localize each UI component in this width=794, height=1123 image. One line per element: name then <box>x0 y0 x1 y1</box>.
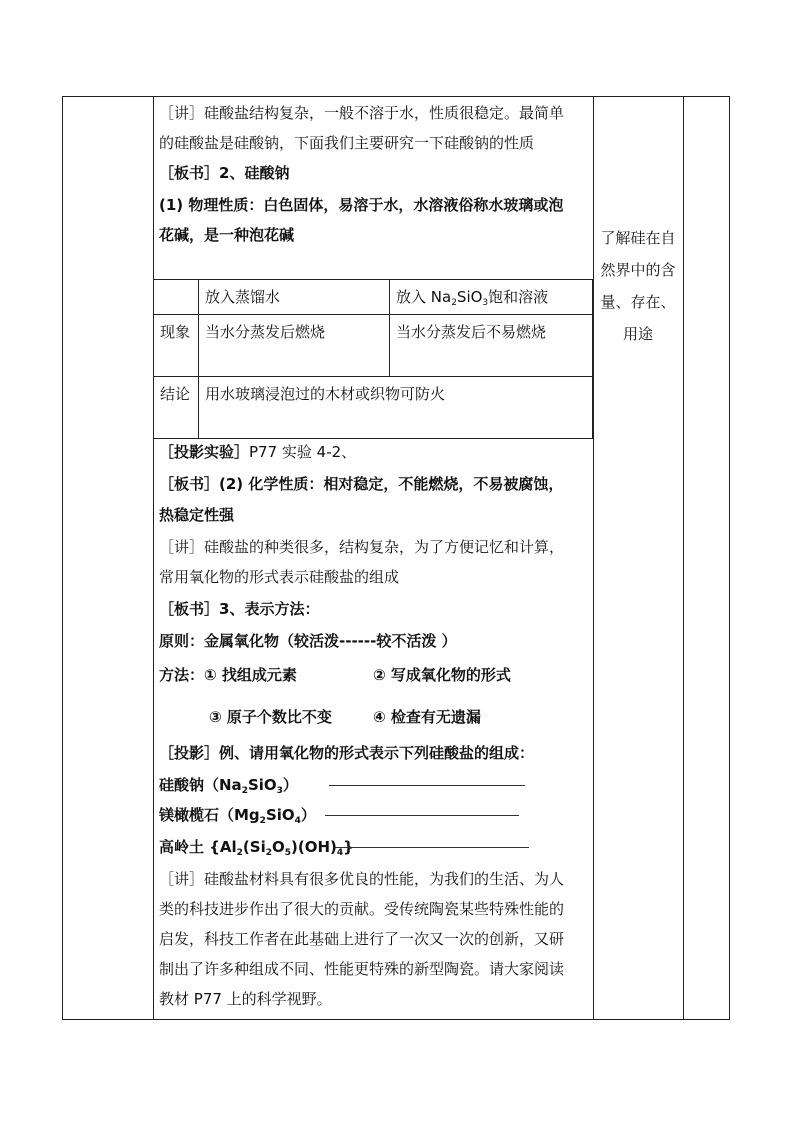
answer-blank <box>325 815 519 816</box>
board-heading: ［板书］2、硅酸钠 <box>159 164 290 182</box>
table-corner-cell <box>154 280 199 315</box>
phenomenon-sodium-silicate: 当水分蒸发后不易燃烧 <box>390 315 593 377</box>
column-divider <box>683 96 684 1020</box>
answer-blank <box>329 785 525 786</box>
example-kaolin: 高岭土 $\{Al_2(Si_2O_5)(OH)_4\}$ <box>159 832 589 862</box>
column-divider <box>593 96 594 1020</box>
text-line: 的硅酸盐是硅酸钠，下面我们主要研究一下硅酸钠的性质 <box>159 134 535 152</box>
text-line: ［讲］硅酸盐材料具有很多优良的性能，为我们的生活、为人 <box>159 870 565 888</box>
text-line: 启发，科技工作者在此基础上进行了一次又一次的创新，又研 <box>159 930 565 948</box>
physical-property: (1) 物理性质：白色固体，易溶于水，水溶液俗称水玻璃或泡 <box>159 196 564 214</box>
projection-experiment: ［投影实验］P77 实验 4-2、 <box>159 443 357 461</box>
answer-blank <box>335 847 529 848</box>
experiment-table <box>153 279 593 439</box>
conclusion-text: 用水玻璃浸泡过的木材或织物可防火 <box>199 377 593 439</box>
chemical-property: ［板书］(2) 化学性质：相对稳定，不能燃烧，不易被腐蚀， <box>159 475 564 493</box>
teaching-content-cell: ［讲］硅酸盐结构复杂，一般不溶于水，性质很稳定。最简单 的硅酸盐是硅酸钠，下面我们主要研究一下硅酸钠的性质 ［板书］2、硅酸钠 (1) 物理性质：白色固体，易溶于水，水溶液俗称水玻璃或泡 花碱，是一种泡花碱 放入蒸馏水 放入 $Na_2SiO_3$饱和溶液 现象 当水分蒸发后燃烧 当水分蒸发后不易燃烧 结论 用水玻璃浸泡过的木材或织物可防火 ［投影实验］P77 实验 4-2、 ［板书］(2) 化学性质：相对稳定，不能燃烧，不易被腐蚀， 热稳定性强 ［讲］硅酸盐的种类很多，结构复杂，为了方便记忆和计算， 常用氧化物的形式表示硅酸盐的组成 ［板书］3、表示方法： 原则：金属氧化物（较活泼------较不活泼 ） 方法：① 找组成元素 ② 写成氧化物的形式 ③ 原子个数比不变 ④ 检查有无遗漏 ［投影］例、请用氧化物的形式表示下列硅酸盐的组成： 硅酸钠$(Na_2SiO_3)$ 镁橄榄石$(Mg_2SiO_4)$ 高岭土 $\{Al_2(Si_2O_5)(OH)_4\}$ ［讲］硅酸盐材料具有很多优良的性能，为我们的生活、为人 类的科技进步作出了很大的贡献。受传统陶瓷某些特殊性能的 启发，科技工作者在此基础上进行了一次又一次的创新，又研 制出了许多种组成不同、性能更特殊的新型陶瓷。请大家阅读 教材 P77 上的科学视野。 <box>153 96 593 1020</box>
row-label-conclusion: 结论 <box>154 377 199 439</box>
method-line: 方法：① 找组成元素 ② 写成氧化物的形式 <box>159 666 511 684</box>
text-line: ［讲］硅酸盐的种类很多，结构复杂，为了方便记忆和计算， <box>159 538 565 556</box>
text-line: 常用氧化物的形式表示硅酸盐的组成 <box>159 568 400 586</box>
board-heading: ［板书］3、表示方法： <box>159 600 320 618</box>
objective-note: 了解硅在自然界中的含量、存在、用途 <box>600 229 676 343</box>
table-header-sodium-silicate: 放入 $Na_2SiO_3$饱和溶液 <box>390 280 593 315</box>
example-sodium-silicate: 硅酸钠$(Na_2SiO_3)$ <box>159 770 589 800</box>
row-label-phenomenon: 现象 <box>154 315 199 377</box>
physical-property-cont: 花碱，是一种泡花碱 <box>159 226 295 244</box>
phenomenon-water: 当水分蒸发后燃烧 <box>199 315 390 377</box>
text-line: 教材 P77 上的科学视野。 <box>159 990 332 1008</box>
example-forsterite: 镁橄榄石$(Mg_2SiO_4)$ <box>159 800 589 830</box>
text-line: 类的科技进步作出了很大的贡献。受传统陶瓷某些特殊性能的 <box>159 900 565 918</box>
text-line: ［讲］硅酸盐结构复杂，一般不溶于水，性质很稳定。最简单 <box>159 104 565 122</box>
table-header-distilled-water: 放入蒸馏水 <box>199 280 390 315</box>
text-line: 制出了许多种组成不同、性能更特殊的新型陶瓷。请大家阅读 <box>159 960 565 978</box>
chemical-property-cont: 热稳定性强 <box>159 506 235 524</box>
projection-example: ［投影］例、请用氧化物的形式表示下列硅酸盐的组成： <box>159 744 535 762</box>
principle-line: 原则：金属氧化物（较活泼------较不活泼 ） <box>159 632 457 650</box>
